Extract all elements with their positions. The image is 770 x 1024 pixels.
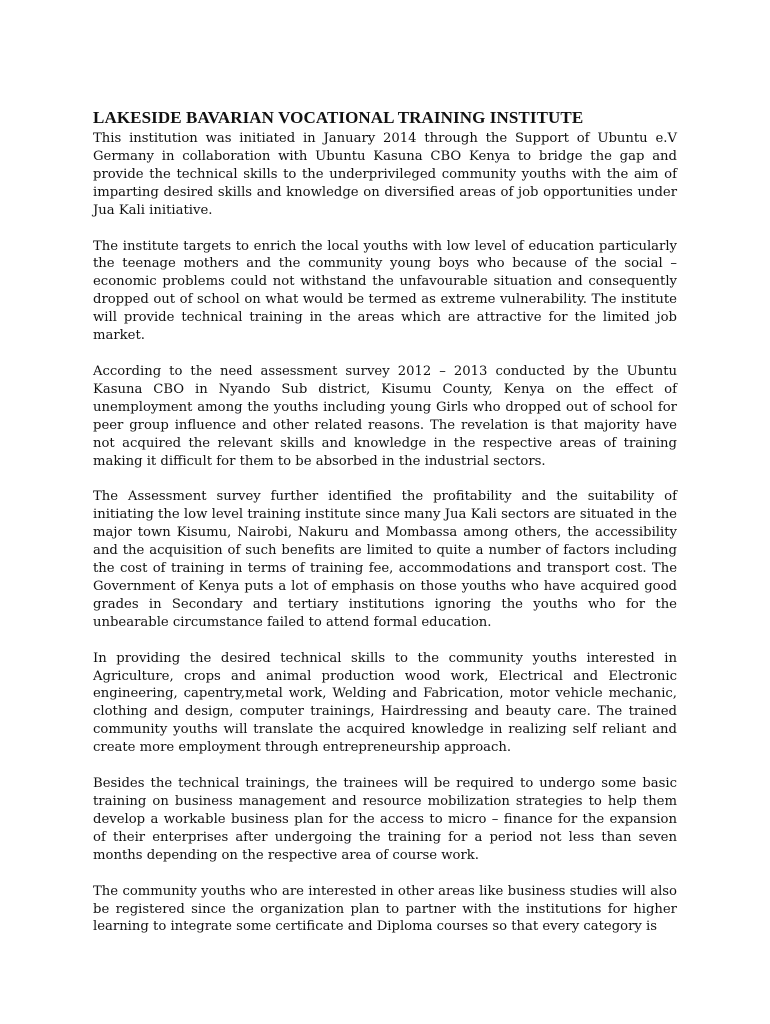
paragraph-targets: The institute targets to enrich the local youths with low level of education particularly the teenage mothers and the community young boys who because of the social – economic problems could not withstand the unfavourable situation and consequently dropped out of school on what would be termed as extreme vulnerability. The institute will provide technical training in the areas which are attractive for the limited job market.: [93, 238, 677, 344]
paragraph-intro: This institution was initiated in January 2014 through the Support of Ubuntu e.V Germany in collaboration with Ubuntu Kasuna CBO Kenya to bridge the gap and provide the technical skills to the underprivileged community youths with the aim of imparting desired skills and knowledge on diversified areas of job opportunities under Jua Kali initiative.: [93, 131, 677, 218]
paragraph-needs-assessment: According to the need assessment survey 2012 – 2013 conducted by the Ubuntu Kasuna CBO in Nyando Sub district, Kisumu County, Kenya on the effect of unemployment among the youths including young Girls who dropped out of school for peer group influence and other related reasons. The revelation is that majority have not acquired the relevant skills and knowledge in the respective areas of training making it difficult for them to be absorbed in the industrial sectors.: [93, 363, 677, 469]
document-page: [93, 106, 677, 954]
paragraph-assessment-findings: The Assessment survey further identified the profitability and the suitability of initiating the low level training institute since many Jua Kali sectors are situated in the major town Kisumu, Nairobi, Nakuru and Mombassa among others, the accessibility and the acquisition of such benefits are limited to quite a number of factors including the cost of training in terms of training fee, accommodations and transport cost. The Government of Kenya puts a lot of emphasis on those youths who have acquired good grades in Secondary and tertiary institutions ignoring the youths who for the unbearable circumstance failed to attend formal education.: [93, 489, 677, 630]
paragraph-business-studies: The community youths who are interested in other areas like business studies will also be registered since the organization plan to partner with the institutions for higher learning to integrate some certificate and Diploma courses so that every category is: [93, 883, 677, 935]
paragraph-technical-skills: In providing the desired technical skills to the community youths interested in Agriculture, crops and animal production wood work, Electrical and Electronic engineering, capentry,metal work, Welding and Fabrication, motor vehicle mechanic, clothing and design, computer trainings, Hairdressing and beauty care. The trained community youths will translate the acquired knowledge in realizing self reliant and create more employment through entrepreneurship approach.: [93, 650, 677, 756]
paragraph-business-training: Besides the technical trainings, the trainees will be required to undergo some basic training on business management and resource mobilization strategies to help them develop a workable business plan for the access to micro – finance for the expansion of their enterprises after undergoing the training for a period not less than seven months depending on the respective area of course work.: [93, 776, 677, 863]
document-title: LAKESIDE BAVARIAN VOCATIONAL TRAINING INSTITUTE: [93, 108, 584, 127]
